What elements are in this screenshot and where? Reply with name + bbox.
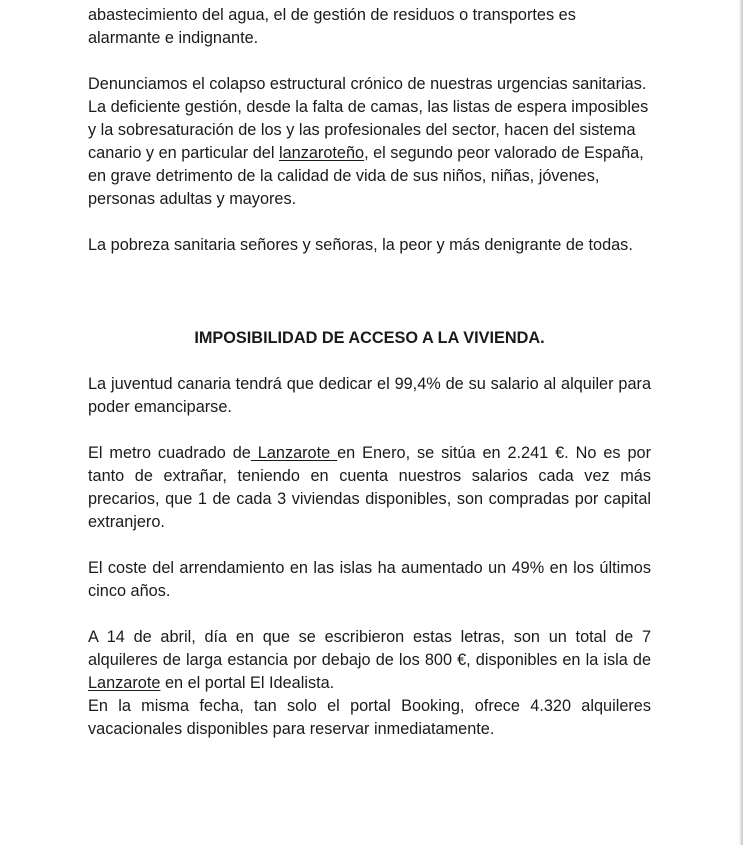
paragraph-youth-salary: La juventud canaria tendrá que dedicar el 99,4% de su salario al alquiler para poder emanciparse. xyxy=(88,375,651,416)
text-segment: A 14 de abril, día en que se escribieron estas letras, son un total de 7 alquileres de larga estancia por debajo de los 800 €, disponibles en la isla de xyxy=(88,628,651,669)
text-segment: en el portal El Idealista. xyxy=(160,674,335,692)
spacer xyxy=(88,303,651,327)
paragraph-long-term-rentals xyxy=(88,626,651,695)
text-segment: , el segundo peor valorado de España, en grave detrimento de la calidad de vida de sus niños, niñas, jóvenes, personas adultas y mayores. xyxy=(88,144,644,208)
spacer xyxy=(88,603,651,626)
lanzarote-link: Lanzarote xyxy=(88,674,161,692)
document-body xyxy=(88,4,651,741)
spacer xyxy=(88,211,651,234)
paragraph-emergencies: Denunciamos el colapso estructural crónico de nuestras urgencias sanitarias. xyxy=(88,75,647,93)
page-edge-shadow xyxy=(739,0,743,845)
spacer xyxy=(88,419,651,442)
text-segment: en Enero, se sitúa en 2.241 €. No es por tanto de extrañar, teniendo en cuenta nuestros salarios cada vez más precarios, que 1 de cada 3 viviendas disponibles, son compradas por capital extranjero. xyxy=(88,444,651,531)
paragraph-health-management xyxy=(88,96,651,211)
lanzaroteno-link: lanzaroteño xyxy=(278,144,365,162)
lanzarote-link: Lanzarote xyxy=(250,444,338,462)
paragraph-health-poverty: La pobreza sanitaria señores y señoras, la peor y más denigrante de todas. xyxy=(88,236,633,254)
paragraph-booking-rentals: En la misma fecha, tan solo el portal Booking, ofrece 4.320 alquileres vacacionales disponibles para reservar inmediatamente. xyxy=(88,697,651,738)
text-segment: El metro cuadrado de xyxy=(88,444,251,462)
spacer xyxy=(88,257,651,303)
spacer xyxy=(88,534,651,557)
text-segment: La deficiente gestión, desde la falta de camas, las listas de espera imposibles y la sobresaturación de los y las profesionales del sector, hacen del sistema canario y en particular del xyxy=(88,98,649,162)
paragraph-rent-increase: El coste del arrendamiento en las islas ha aumentado un 49% en los últimos cinco años. xyxy=(88,559,651,600)
section-heading-housing: IMPOSIBILIDAD DE ACCESO A LA VIVIENDA. xyxy=(194,329,545,347)
spacer xyxy=(88,350,651,373)
paragraph-square-meter xyxy=(88,442,651,534)
spacer xyxy=(88,50,651,73)
paragraph-water-waste: abastecimiento del agua, el de gestión de residuos o transportes es alarmante e indignante. xyxy=(88,6,576,47)
